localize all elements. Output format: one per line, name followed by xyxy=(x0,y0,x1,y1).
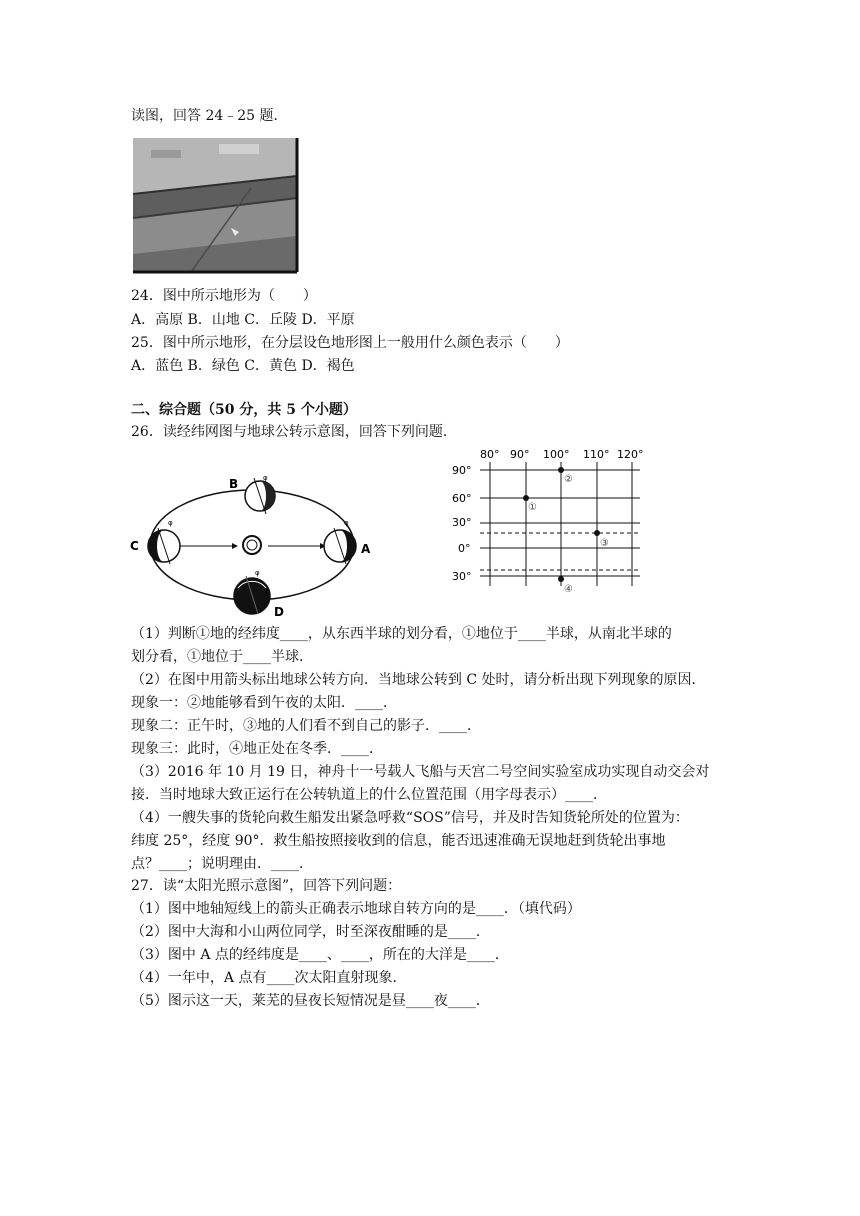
point-4: ④ xyxy=(564,584,573,595)
earth-a xyxy=(324,519,356,564)
q26-stem: 26．读经纬网图与地球公转示意图，回答下列问题． xyxy=(131,424,457,440)
svg-text:φ: φ xyxy=(344,519,349,527)
q26-p3b: 接．当时地球大致正运行在公转轨道上的什么位置范围（用字母表示）____． xyxy=(131,787,607,803)
earth-b xyxy=(245,474,275,514)
q24-stem: 24．图中所示地形为（ ） xyxy=(131,288,317,304)
lon-label-90: 90° xyxy=(510,448,530,461)
lat-label-30s: 30° xyxy=(452,570,472,583)
q26-p4a: （4）一艘失事的货轮向救生船发出紧急呼救“SOS”信号，并及时告知货轮所处的位置为： xyxy=(131,810,689,826)
q24-options: A．高原 B．山地 C．丘陵 D．平原 xyxy=(131,312,355,328)
q26-p1a: （1）判断①地的经纬度____，从东西半球的划分看，①地位于____半球，从南北半球的 xyxy=(131,626,672,642)
point-3: ③ xyxy=(600,538,609,549)
q26-p4b: 纬度 25°，经度 90°．救生船按照接收到的信息，能否迅速准确无误地赶到货轮出事地 xyxy=(131,833,666,849)
q27-p5: （5）图示这一天，莱芜的昼夜长短情况是昼____夜____． xyxy=(131,993,490,1009)
lat-label-60: 60° xyxy=(452,492,472,505)
terrain-photo xyxy=(131,136,300,276)
lat-label-0: 0° xyxy=(458,542,471,555)
lon-label-80: 80° xyxy=(480,448,500,461)
svg-text:φ: φ xyxy=(255,569,260,577)
svg-text:φ: φ xyxy=(168,519,173,527)
lat-lon-grid xyxy=(440,446,680,596)
lat-label-90: 90° xyxy=(452,464,472,477)
q27-p3: （3）图中 A 点的经纬度是____、____，所在的大洋是____． xyxy=(131,947,509,963)
earth-c xyxy=(148,519,180,564)
q26-p2: （2）在图中用箭头标出地球公转方向．当地球公转到 C 处时，请分析出现下列现象的原因． xyxy=(131,672,706,688)
q26-p2a: 现象一：②地能够看到午夜的太阳．____． xyxy=(131,695,397,711)
q27-p2: （2）图中大海和小山两位同学，时至深夜酣睡的是____． xyxy=(131,924,490,940)
lon-label-100: 100° xyxy=(543,448,570,461)
lon-label-120: 120° xyxy=(617,448,644,461)
q26-p3a: （3）2016 年 10 月 19 日，神舟十一号载人飞船与天宫二号空间实验室成功实现自动交会对 xyxy=(131,764,710,780)
intro-text: 读图，回答 24﹣25 题． xyxy=(131,108,288,124)
svg-text:φ: φ xyxy=(263,474,268,482)
q25-options: A．蓝色 B．绿色 C．黄色 D．褐色 xyxy=(131,358,355,374)
q27-p4: （4）一年中，A 点有____次太阳直射现象． xyxy=(131,970,407,986)
label-c: C xyxy=(130,539,139,553)
q27-p1: （1）图中地轴短线上的箭头正确表示地球自转方向的是____．（填代码） xyxy=(131,901,581,917)
point-1: ① xyxy=(528,502,537,513)
point-2: ② xyxy=(564,474,573,485)
label-a: A xyxy=(361,542,371,556)
earth-d xyxy=(234,569,270,614)
q26-p2b: 现象二：正午时，③地的人们看不到自己的影子．____． xyxy=(131,718,481,734)
q26-p2c: 现象三：此时，④地正处在冬季．____． xyxy=(131,741,383,757)
q27-stem: 27．读“太阳光照示意图”，回答下列问题： xyxy=(131,878,402,894)
q25-stem: 25．图中所示地形，在分层设色地形图上一般用什么颜色表示（ ） xyxy=(131,335,569,351)
lon-label-110: 110° xyxy=(583,448,610,461)
earth-orbit-diagram xyxy=(128,470,398,620)
q26-p1b: 划分看，①地位于____半球． xyxy=(131,649,313,665)
q26-p4c: 点？____；说明理由．____． xyxy=(131,856,313,872)
section-title: 二、综合题（50 分，共 5 个小题） xyxy=(131,402,357,418)
lat-label-30n: 30° xyxy=(452,516,472,529)
label-b: B xyxy=(229,477,239,491)
label-d: D xyxy=(274,605,284,619)
